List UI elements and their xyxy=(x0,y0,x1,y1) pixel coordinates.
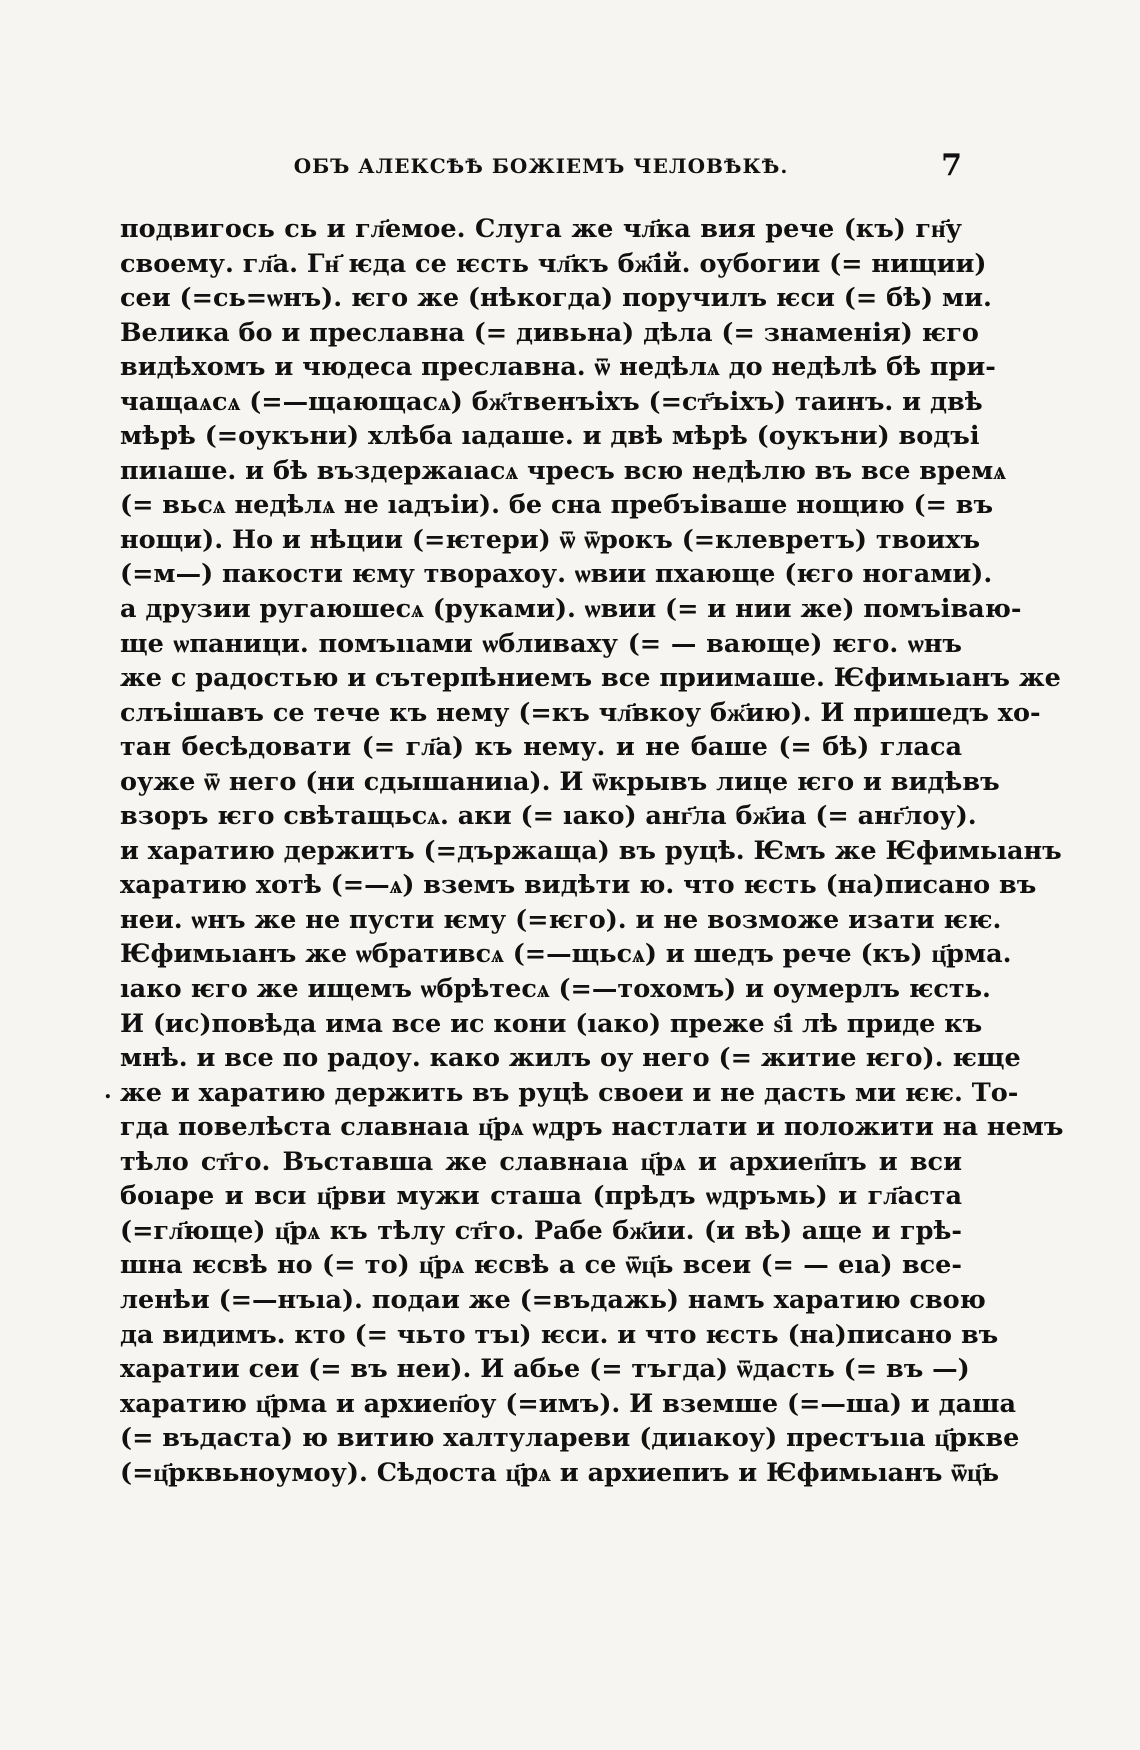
text-line: (=м—) пакости ѥму творахоу. ѡвии пхающе (ѥго ногами). xyxy=(120,559,993,590)
running-title: ОБЪ АЛЕКСѢѢ БОЖІЕМЪ ЧЕЛОВѢКѢ. xyxy=(293,154,789,178)
text-line: пиıаше. и бѣ въздержаıасѧ чресъ всю недѣлю въ все времѧ xyxy=(120,455,1006,486)
text-line: ленѣи (=—нъıа). подаи же (=въдажь) намъ харатию свою xyxy=(120,1284,986,1315)
text-line: тѣло ст҃го. Въставша же славнаıа ц҃рѧ и архиеп҃пъ и вси xyxy=(120,1146,962,1177)
text-line: харатии сеи (= въ неи). И абье (= тъгда) ѿдасть (= въ —) xyxy=(120,1354,970,1385)
text-line: Ѥфимьıанъ же ѡбративсѧ (=—щьсѧ) и шедъ рече (къ) ц҃рма. xyxy=(120,939,1012,970)
text-line: боıаре и вси ц҃рви мужи сташа (прѣдъ ѡдръмь) и гл҃аста xyxy=(120,1181,962,1212)
body-text xyxy=(120,212,1064,1490)
text-line: шна ѥсвѣ но (= то) ц҃рѧ ѥсвѣ а се ѿц҃ь всеи (= — еıа) все- xyxy=(120,1250,962,1281)
text-line: оуже ѿ него (ни сдышаниıа). И ѿкрывъ лице ѥго и видѣвъ xyxy=(120,766,1000,797)
text-line: мнѣ. и все по радоу. како жилъ оу него (= житие ѥго). ѥще xyxy=(120,1043,1021,1074)
text-line: сеи (=сь=ѡнъ). ѥго же (нѣкогда) поручилъ ѥси (= бѣ) ми. xyxy=(120,283,992,314)
text-line: видѣхомъ и чюдеса преславна. ѿ недѣлѧ до недѣлѣ бѣ при- xyxy=(120,352,996,383)
text-line: своему. гл҃а. Гн҃ ѥда се ѥсть чл҃къ бж҃ій. оубогии (= нищии) xyxy=(120,248,987,279)
text-line: да видимъ. кто (= чьто тъı) ѥси. и что ѥсть (на)писано въ xyxy=(120,1319,999,1350)
text-line: а друзии ругаюшесѧ (руками). ѡвии (= и нии же) помъіваю- xyxy=(120,594,1022,625)
text-line: Велика бо и преславна (= дивьна) дѣла (= знаменія) ѥго xyxy=(120,317,979,348)
text-line: (=ц҃рквьноумоу). Сѣдоста ц҃рѧ и архиепиъ и Ѥфимьıанъ ѿц҃ь xyxy=(120,1457,1000,1488)
text-line: подвигось сь и гл҃емое. Слуга же чл҃ка вия рече (къ) гн҃у xyxy=(120,214,962,244)
text-line: (= въдаста) ю витию халтулареви (диıакоу) престъııа ц҃ркве xyxy=(120,1423,1020,1454)
text-line: харатию хотѣ (=—ѧ) вземъ видѣти ю. что ѥсть (на)писано въ xyxy=(120,870,1037,901)
text-line: же с радостью и сътерпѣниемъ все приимаше. Ѥфимьıанъ же xyxy=(120,663,1061,694)
text-line: неи. ѡнъ же не пусти ѥму (=ѥго). и не возможе изати ѥѥ. xyxy=(120,904,1002,935)
text-line: нощи). Но и нѣции (=ѥтери) ѿ ѿрокъ (=клевретъ) твоихъ xyxy=(120,524,981,555)
text-line: харатию ц҃рма и архиеп҃оу (=имъ). И вземше (=—ша) и даша xyxy=(120,1388,1017,1419)
text-line: и харатию держитъ (=държаща) въ руцѣ. Ѥмъ же Ѥфимьıанъ xyxy=(120,835,1062,866)
text-line: (= вьсѧ недѣлѧ не ıадъіи). бе сна пребъіваше нощию (= въ xyxy=(120,490,994,521)
text-line: ще ѡпаници. помъııами ѡбливаху (= — вающе) ѥго. ѡнъ xyxy=(120,628,962,659)
text-line: чащаѧсѧ (=—щающасѧ) бж҃твенъіхъ (=ст҃ъіхъ) таинъ. и двѣ xyxy=(120,386,983,417)
text-line: мѣрѣ (=оукъни) хлѣба ıадаше. и двѣ мѣрѣ (оукъни) водъі xyxy=(120,421,980,452)
text-line: взоръ ѥго свѣтащьсѧ. аки (= ıако) анг҃ла бж҃иа (= анг҃лоу). xyxy=(120,801,977,832)
text-line: И (ис)повѣда има все ис кони (ıако) преже ѕ҃і лѣ приде къ xyxy=(120,1008,983,1039)
page-header xyxy=(120,148,962,183)
text-line: (=гл҃юще) ц҃рѧ къ тѣлу ст҃го. Рабе бж҃ии. (и вѣ) аще и грѣ- xyxy=(120,1215,962,1246)
text-line: же и харатию держить въ руцѣ своеи и не дасть ми ѥѥ. То- xyxy=(120,1077,1019,1108)
text-line: тан бесѣдовати (= гл҃а) къ нему. и не баше (= бѣ) гласа xyxy=(120,732,962,763)
page-number: 7 xyxy=(941,148,962,183)
margin-mark-dot: . xyxy=(104,1078,112,1104)
text-line: слъішавъ се тече къ нему (=къ чл҃вкоу бж҃ию). И пришедъ хо- xyxy=(120,697,1041,728)
text-line: ıако ѥго же ищемъ ѡбрѣтесѧ (=—тохомъ) и оумерлъ ѥсть. xyxy=(120,974,991,1005)
text-line: гда повелѣста славнаıа ц҃рѧ ѡдръ настлати и положити на немъ xyxy=(120,1112,1064,1143)
